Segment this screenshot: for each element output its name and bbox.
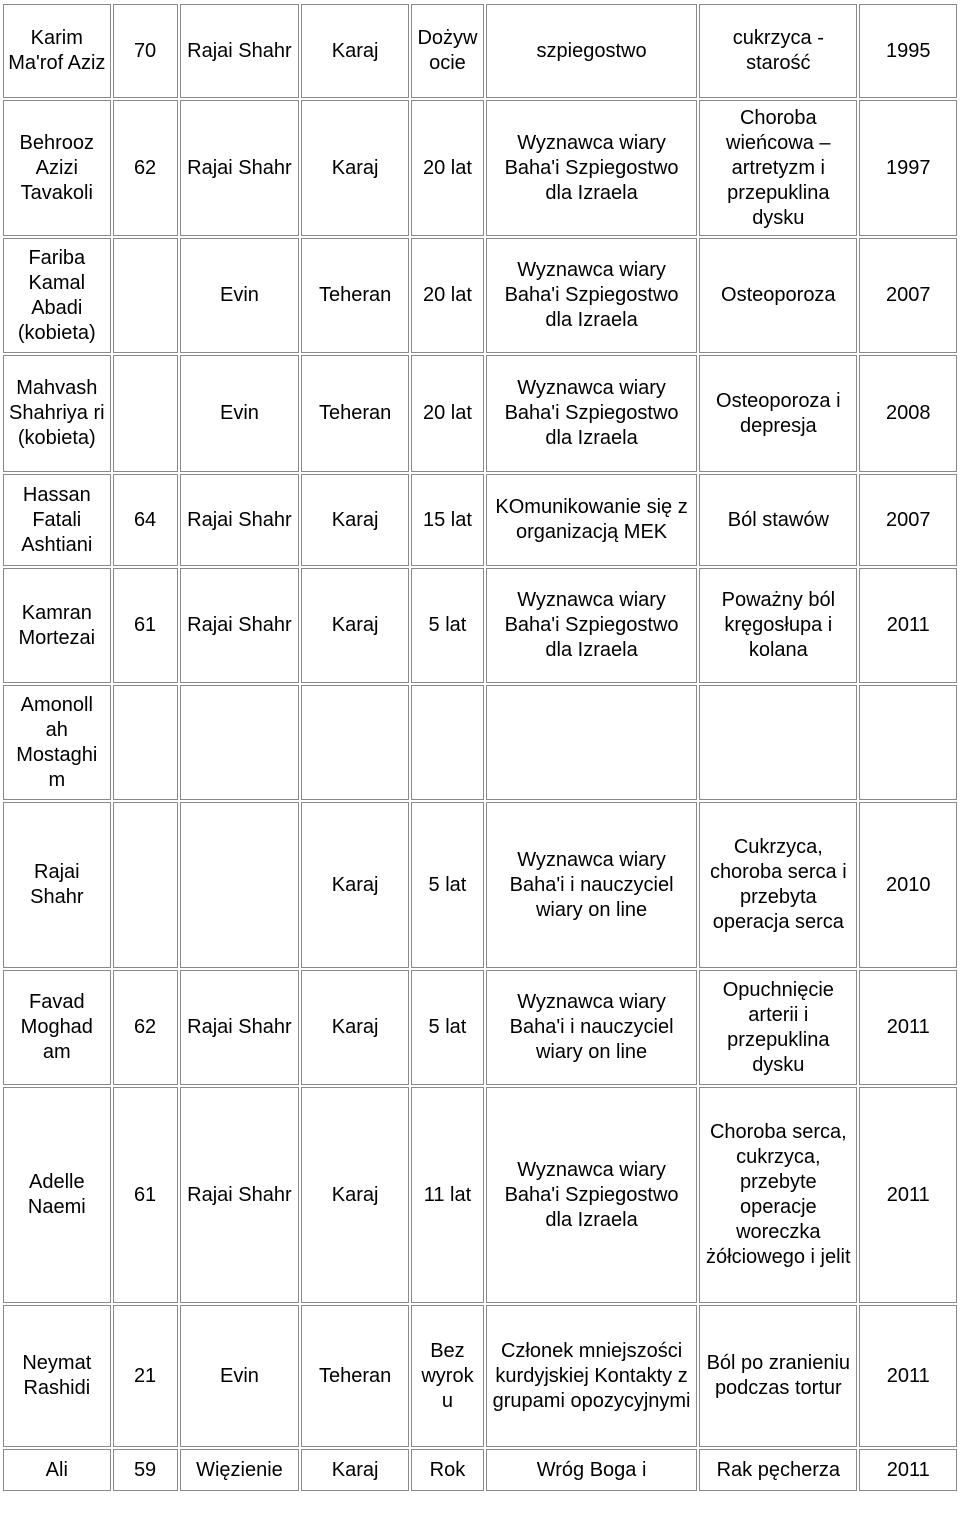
city-cell: Karaj xyxy=(301,100,409,236)
charge-cell: szpiegostwo xyxy=(486,4,697,98)
prisoner-name-cell: Favad Moghad am xyxy=(3,970,111,1085)
prison-cell: Evin xyxy=(180,355,300,472)
sentence-cell: 5 lat xyxy=(411,802,484,968)
year-cell: 1995 xyxy=(859,4,957,98)
prison-cell: Evin xyxy=(180,238,300,353)
charge-cell: KOmunikowanie się z organizacją MEK xyxy=(486,474,697,566)
sentence-cell: 20 lat xyxy=(411,238,484,353)
city-cell: Karaj xyxy=(301,568,409,683)
prisoner-name-cell: Kamran Mortezai xyxy=(3,568,111,683)
charge-cell: Wyznawca wiary Baha'i i nauczyciel wiary on line xyxy=(486,802,697,968)
charge-cell: Wyznawca wiary Baha'i i nauczyciel wiary on line xyxy=(486,970,697,1085)
charge-cell: Wyznawca wiary Baha'i Szpiegostwo dla Izraela xyxy=(486,1087,697,1303)
illness-cell: Ból po zranieniu podczas tortur xyxy=(699,1305,857,1447)
age-cell: 64 xyxy=(113,474,178,566)
age-cell: 21 xyxy=(113,1305,178,1447)
table-row xyxy=(3,802,957,968)
sentence-cell: 5 lat xyxy=(411,970,484,1085)
prisoner-name-cell: Rajai Shahr xyxy=(3,802,111,968)
prison-cell: Rajai Shahr xyxy=(180,474,300,566)
sentence-cell: 11 lat xyxy=(411,1087,484,1303)
age-cell xyxy=(113,355,178,472)
charge-cell: Wyznawca wiary Baha'i Szpiegostwo dla Izraela xyxy=(486,355,697,472)
age-cell: 62 xyxy=(113,970,178,1085)
prison-cell: Evin xyxy=(180,1305,300,1447)
prisoner-name-cell: Mahvash Shahriya ri (kobieta) xyxy=(3,355,111,472)
city-cell: Karaj xyxy=(301,970,409,1085)
age-cell xyxy=(113,802,178,968)
illness-cell: Osteoporoza xyxy=(699,238,857,353)
year-cell: 2011 xyxy=(859,1449,957,1491)
city-cell: Karaj xyxy=(301,1087,409,1303)
illness-cell: Opuchnięcie arterii i przepuklina dysku xyxy=(699,970,857,1085)
year-cell: 2008 xyxy=(859,355,957,472)
prisoners-table xyxy=(1,2,959,1493)
table-row xyxy=(3,1449,957,1491)
illness-cell: Ból stawów xyxy=(699,474,857,566)
prison-cell: Rajai Shahr xyxy=(180,970,300,1085)
year-cell: 2011 xyxy=(859,568,957,683)
sentence-cell: 5 lat xyxy=(411,568,484,683)
table-row xyxy=(3,355,957,472)
charge-cell: Członek mniejszości kurdyjskiej Kontakty z grupami opozycyjnymi xyxy=(486,1305,697,1447)
year-cell xyxy=(859,685,957,800)
city-cell xyxy=(301,685,409,800)
prisoner-name-cell: Fariba Kamal Abadi (kobieta) xyxy=(3,238,111,353)
age-cell xyxy=(113,238,178,353)
year-cell: 1997 xyxy=(859,100,957,236)
table-row xyxy=(3,568,957,683)
sentence-cell: 20 lat xyxy=(411,355,484,472)
table-row xyxy=(3,1305,957,1447)
year-cell: 2011 xyxy=(859,970,957,1085)
prisoner-name-cell: Hassan Fatali Ashtiani xyxy=(3,474,111,566)
sentence-cell: 15 lat xyxy=(411,474,484,566)
sentence-cell xyxy=(411,685,484,800)
table-row xyxy=(3,970,957,1085)
table-row xyxy=(3,4,957,98)
charge-cell: Wyznawca wiary Baha'i Szpiegostwo dla Izraela xyxy=(486,568,697,683)
table-row xyxy=(3,100,957,236)
age-cell: 70 xyxy=(113,4,178,98)
age-cell: 61 xyxy=(113,568,178,683)
sentence-cell: Rok xyxy=(411,1449,484,1491)
illness-cell: Osteoporoza i depresja xyxy=(699,355,857,472)
illness-cell: cukrzyca - starość xyxy=(699,4,857,98)
year-cell: 2007 xyxy=(859,474,957,566)
charge-cell xyxy=(486,685,697,800)
prison-cell xyxy=(180,685,300,800)
prison-cell xyxy=(180,802,300,968)
table-row xyxy=(3,685,957,800)
sentence-cell: Dożyw ocie xyxy=(411,4,484,98)
year-cell: 2007 xyxy=(859,238,957,353)
prisoner-name-cell: Neymat Rashidi xyxy=(3,1305,111,1447)
prison-cell: Rajai Shahr xyxy=(180,1087,300,1303)
table-row xyxy=(3,474,957,566)
year-cell: 2011 xyxy=(859,1087,957,1303)
prisoner-name-cell: Karim Ma'rof Aziz xyxy=(3,4,111,98)
illness-cell: Poważny ból kręgosłupa i kolana xyxy=(699,568,857,683)
age-cell xyxy=(113,685,178,800)
city-cell: Karaj xyxy=(301,4,409,98)
table-row xyxy=(3,1087,957,1303)
sentence-cell: Bez wyroku xyxy=(411,1305,484,1447)
prisoner-name-cell: Ali xyxy=(3,1449,111,1491)
illness-cell: Choroba serca, cukrzyca, przebyte operacje woreczka żółciowego i jelit xyxy=(699,1087,857,1303)
prison-cell: Rajai Shahr xyxy=(180,100,300,236)
city-cell: Teheran xyxy=(301,1305,409,1447)
illness-cell: Choroba wieńcowa – artretyzm i przepuklina dysku xyxy=(699,100,857,236)
prison-cell: Rajai Shahr xyxy=(180,568,300,683)
prisoner-name-cell: Adelle Naemi xyxy=(3,1087,111,1303)
charge-cell: Wyznawca wiary Baha'i Szpiegostwo dla Izraela xyxy=(486,238,697,353)
city-cell: Teheran xyxy=(301,238,409,353)
illness-cell xyxy=(699,685,857,800)
city-cell: Teheran xyxy=(301,355,409,472)
age-cell: 59 xyxy=(113,1449,178,1491)
illness-cell: Rak pęcherza xyxy=(699,1449,857,1491)
prisoner-name-cell: Behrooz Azizi Tavakoli xyxy=(3,100,111,236)
age-cell: 62 xyxy=(113,100,178,236)
city-cell: Karaj xyxy=(301,474,409,566)
city-cell: Karaj xyxy=(301,802,409,968)
city-cell: Karaj xyxy=(301,1449,409,1491)
prison-cell: Więzienie xyxy=(180,1449,300,1491)
illness-cell: Cukrzyca, choroba serca i przebyta operacja serca xyxy=(699,802,857,968)
table-row xyxy=(3,238,957,353)
year-cell: 2011 xyxy=(859,1305,957,1447)
year-cell: 2010 xyxy=(859,802,957,968)
prison-cell: Rajai Shahr xyxy=(180,4,300,98)
age-cell: 61 xyxy=(113,1087,178,1303)
charge-cell: Wyznawca wiary Baha'i Szpiegostwo dla Izraela xyxy=(486,100,697,236)
prisoner-name-cell: Amonoll ah Mostaghi m xyxy=(3,685,111,800)
charge-cell: Wróg Boga i xyxy=(486,1449,697,1491)
sentence-cell: 20 lat xyxy=(411,100,484,236)
